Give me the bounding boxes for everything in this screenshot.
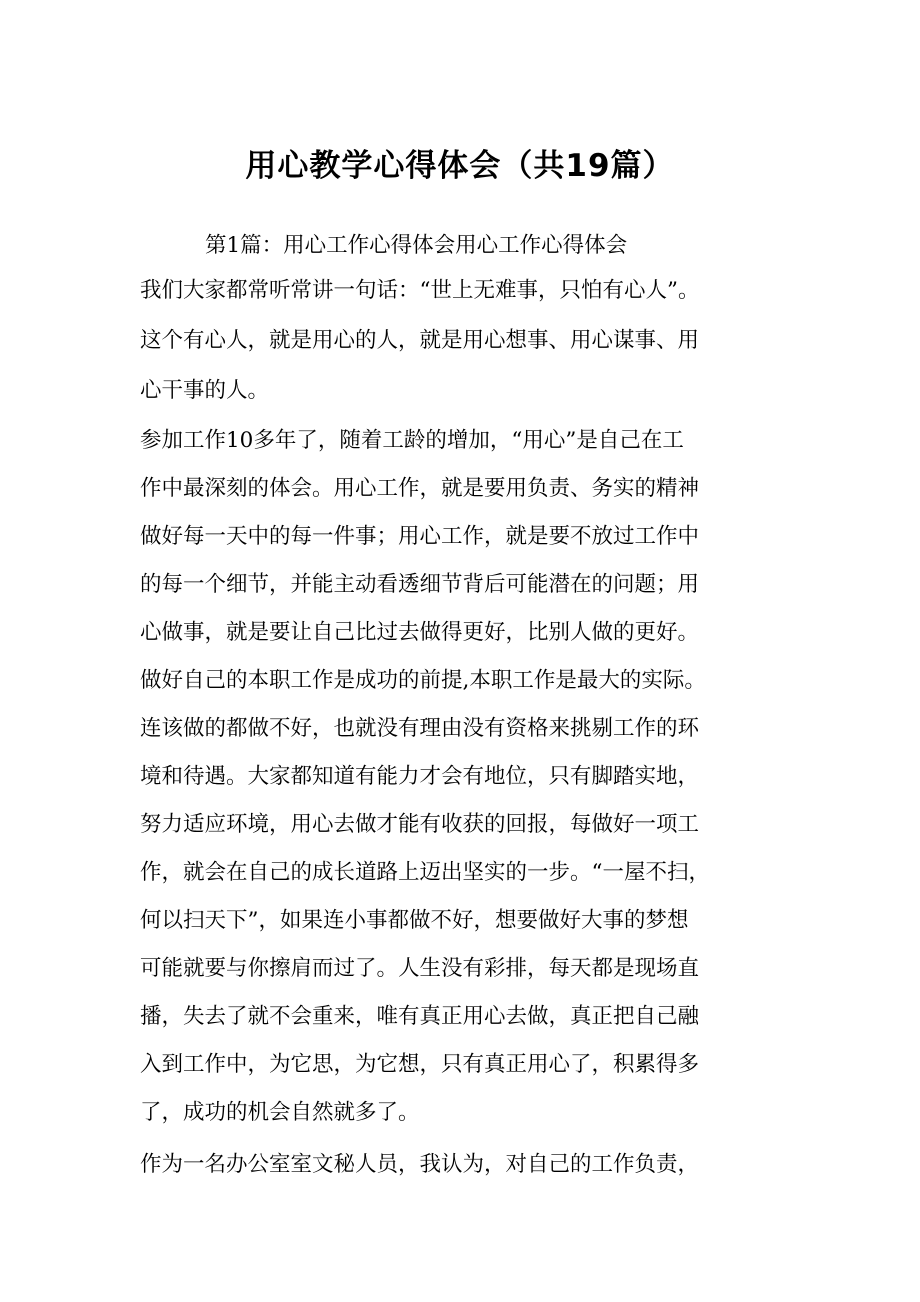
body-line: 努力适应环境，用心去做才能有收获的回报，每做好一项工 [140,812,700,837]
body-line: 做好自己的本职工作是成功的前提,本职工作是最大的实际。 [140,668,706,693]
body-line: 作为一名办公室室文秘人员，我认为，对自己的工作负责， [140,1152,700,1177]
document-subtitle: 第1篇：用心工作心得体会用心工作心得体会 [205,233,628,258]
body-line: 何以扫天下”，如果连小事都做不好，想要做好大事的梦想 [140,908,689,933]
body-line: 可能就要与你擦肩而过了。人生没有彩排，每天都是现场直 [140,956,700,981]
body-line: 做好每一天中的每一件事；用心工作，就是要不放过工作中 [140,524,700,549]
body-line: 这个有心人，就是用心的人，就是用心想事、用心谋事、用 [140,328,700,353]
body-line: 作中最深刻的体会。用心工作，就是要用负责、务实的精神 [140,476,700,501]
body-line: 作，就会在自己的成长道路上迈出坚实的一步。“一屋不扫， [140,860,710,885]
body-line: 心做事，就是要让自己比过去做得更好，比别人做的更好。 [140,620,700,645]
body-line: 境和待遇。大家都知道有能力才会有地位，只有脚踏实地， [140,764,700,789]
body-line: 心干事的人。 [140,378,270,403]
body-line: 播，失去了就不会重来，唯有真正用心去做，真正把自己融 [140,1004,700,1029]
body-line: 的每一个细节，并能主动看透细节背后可能潜在的问题；用 [140,572,700,597]
body-line: 参加工作10多年了，随着工龄的增加，“用心”是自己在工 [140,428,684,453]
body-line: 入到工作中，为它思，为它想，只有真正用心了，积累得多 [140,1052,700,1077]
body-line: 连该做的都做不好，也就没有理由没有资格来挑剔工作的环 [140,716,700,741]
body-line: 我们大家都常听常讲一句话：“世上无难事，只怕有心人”。 [140,278,700,303]
body-line: 了，成功的机会自然就多了。 [140,1100,420,1125]
document-title: 用心教学心得体会（共19篇） [245,148,675,184]
